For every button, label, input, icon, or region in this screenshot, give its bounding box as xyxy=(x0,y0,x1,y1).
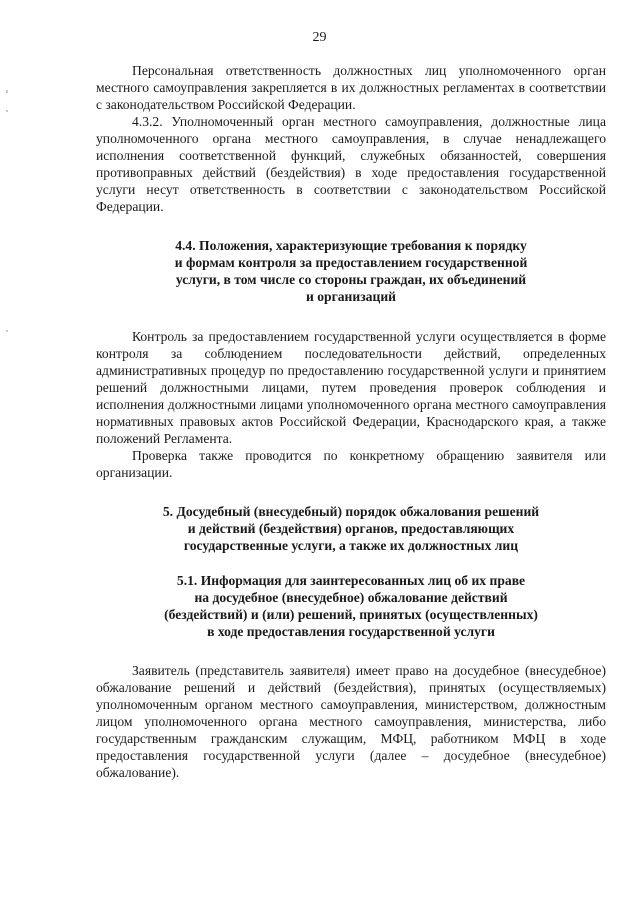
scan-artifact xyxy=(6,110,8,112)
heading-line: государственные услуги, а также их должностных лиц xyxy=(183,538,519,553)
section-heading-4-4 xyxy=(96,237,606,305)
scan-artifact xyxy=(6,330,8,332)
paragraph: 4.3.2. Уполномоченный орган местного самоуправления, должностные лица уполномоченного органа местного самоуправления, в случае ненадлежащего исполнения соответственной функций, служебных обязанностей, совершения противоправных действий (бездействия) в ходе предоставления государственной услуги несут ответственность в соответствии с законодательством Российской Федерации. xyxy=(96,114,606,214)
paragraph: Проверка также проводится по конкретному обращению заявителя или организации. xyxy=(96,448,606,480)
page-number: 29 xyxy=(312,30,327,45)
heading-line: и формам контроля за предоставлением государственной xyxy=(174,255,528,270)
section-heading-5 xyxy=(96,503,606,554)
heading-line: 5. Досудебный (внесудебный) порядок обжалования решений xyxy=(162,504,540,519)
paragraph: Заявитель (представитель заявителя) имеет право на досудебное (внесудебное) обжалование решений и действий (бездействия), принятых (осуществляемых) уполномоченным органом местного самоуправления, министерством, должностным лицом уполномоченного органа местного самоуправления, министерства, либо государственным гражданским служащим, МФЦ, работником МФЦ в ходе предоставления государственной услуги (далее – досудебное (внесудебное) обжалование). xyxy=(96,663,606,780)
paragraph: Персональная ответственность должностных лиц уполномоченного орган местного самоуправления закрепляется в их должностных регламентах в соответствии с законодательством Российской Федерации. xyxy=(96,63,606,112)
heading-line: в ходе предоставления государственной услуги xyxy=(207,624,495,639)
paragraph: Контроль за предоставлением государственной услуги осуществляется в форме контроля за соблюдением последовательности действий, определенных административных процедур по предоставлению государственной услуги и принятием решений должностными лицами, путем проведения проверок соблюдения и исполнения должностными лицами уполномоченного органа местного самоуправления нормативных правовых актов Российской Федерации, Краснодарского края, а также положений Регламента. xyxy=(96,329,606,446)
heading-line: и организаций xyxy=(306,289,396,304)
heading-line: (бездействий) и (или) решений, принятых (осуществленных) xyxy=(164,607,538,622)
document-body xyxy=(96,62,606,781)
heading-line: и действий (бездействия) органов, предоставляющих xyxy=(187,521,515,536)
scan-artifact xyxy=(6,90,8,93)
heading-line: на досудебное (внесудебное) обжалование действий xyxy=(194,590,508,605)
heading-line: 4.4. Положения, характеризующие требования к порядку xyxy=(175,238,527,253)
heading-line: услуги, в том числе со стороны граждан, их объединений xyxy=(175,272,527,287)
heading-line: 5.1. Информация для заинтересованных лиц об их праве xyxy=(176,573,526,588)
section-heading-5-1 xyxy=(96,572,606,640)
